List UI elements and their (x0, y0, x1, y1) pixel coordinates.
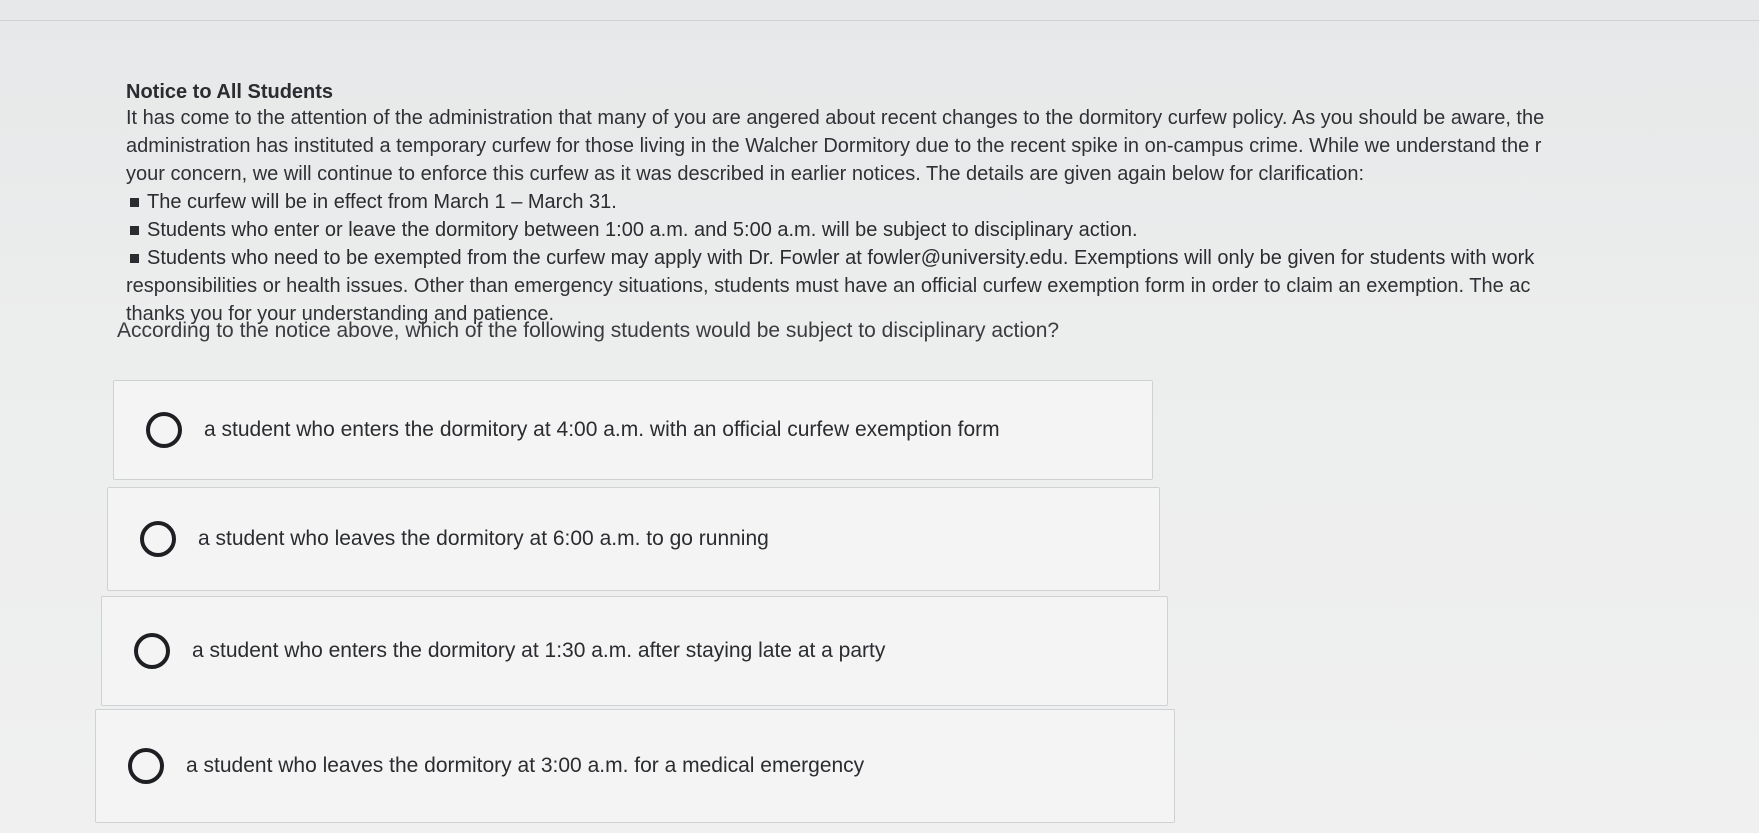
answer-option-a[interactable] (113, 380, 1153, 480)
notice-bullet-item (126, 216, 1746, 244)
notice-line: administration has instituted a temporary curfew for those living in the Walcher Dormitory due to the recent spike in on-campus crime. While we understand the r (126, 135, 1542, 157)
answer-option-label: a student who leaves the dormitory at 3:00 a.m. for a medical emergency (186, 754, 865, 777)
answer-option-c[interactable] (101, 596, 1168, 706)
question-prompt: According to the notice above, which of the following students would be subject to disciplinary action? (117, 319, 1060, 342)
radio-button-icon[interactable] (146, 412, 182, 448)
notice-line: It has come to the attention of the administration that many of you are angered about recent changes to the dormitory curfew policy. As you should be aware, the (126, 107, 1545, 129)
notice-bullet-item (126, 188, 1746, 216)
notice-bullet-text: The curfew will be in effect from March 1 – March 31. (147, 191, 617, 213)
notice-line: your concern, we will continue to enforce this curfew as it was described in earlier notices. The details are given again below for clarification: (126, 163, 1365, 185)
square-bullet-icon (130, 198, 139, 207)
answer-option-label: a student who enters the dormitory at 4:00 a.m. with an official curfew exemption form (204, 418, 1000, 441)
notice-line: responsibilities or health issues. Other than emergency situations, students must have an official curfew exemption form in order to claim an exemption. The ac (126, 275, 1531, 297)
radio-button-icon[interactable] (134, 633, 170, 669)
radio-button-icon[interactable] (128, 748, 164, 784)
answer-option-label: a student who leaves the dormitory at 6:00 a.m. to go running (198, 527, 769, 550)
answer-option-d[interactable] (95, 709, 1175, 823)
answer-option-label: a student who enters the dormitory at 1:30 a.m. after staying late at a party (192, 639, 886, 662)
square-bullet-icon (130, 226, 139, 235)
radio-button-icon[interactable] (140, 521, 176, 557)
top-divider (0, 20, 1759, 21)
notice-bullet-text: Students who need to be exempted from the curfew may apply with Dr. Fowler at fowler@university.edu. Exemptions will only be given for students with work (147, 247, 1535, 269)
notice-bullet-item (126, 244, 1746, 272)
square-bullet-icon (130, 254, 139, 263)
notice-bullet-text: Students who enter or leave the dormitory between 1:00 a.m. and 5:00 a.m. will be subject to disciplinary action. (147, 219, 1138, 241)
notice-title: Notice to All Students (126, 81, 334, 103)
answer-option-b[interactable] (107, 487, 1160, 591)
notice-line: thanks you for your understanding and patience. (126, 303, 555, 325)
notice-passage (126, 80, 1746, 328)
